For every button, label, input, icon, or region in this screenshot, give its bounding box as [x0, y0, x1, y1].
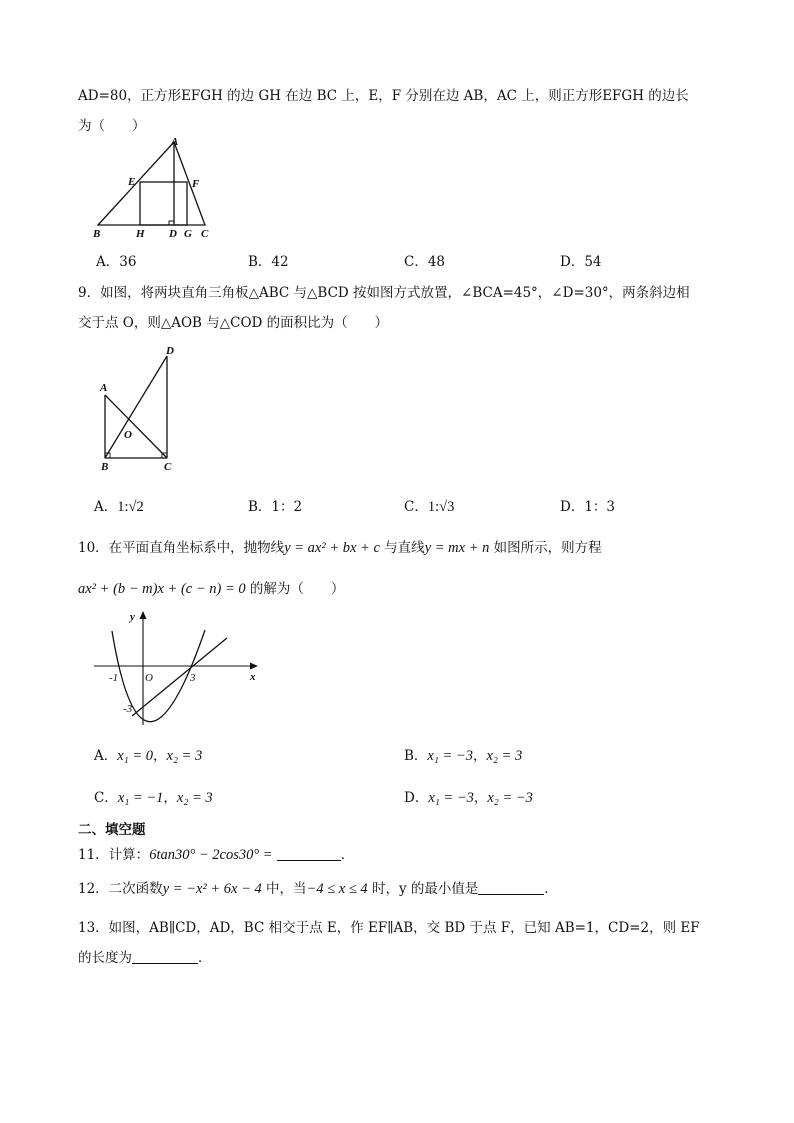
q8-label-h: H [136, 228, 145, 240]
q8-option-a: A．36 [96, 254, 137, 270]
q10-option-c: C．x₁ = −1，x₂ = 3 [94, 790, 213, 806]
q10-parabola-eq: y = ax² + bx + c [284, 540, 380, 556]
q8-label-f: F [192, 178, 200, 190]
section-fill-in-title: 二、填空题 [78, 822, 146, 838]
q10-equation: ax² + (b − m)x + (c − n) = 0 [78, 581, 246, 597]
q9-option-d: D．1：3 [560, 499, 616, 515]
q10-option-a: A．x₁ = 0，x₂ = 3 [94, 748, 203, 764]
q8-label-a: A [171, 136, 179, 148]
q9-label-d: D [166, 345, 174, 357]
q11-expr: 6tan30° − 2cos30° = [149, 847, 273, 863]
q13-answer-blank[interactable] [132, 950, 198, 964]
q8-label-b: B [93, 228, 101, 240]
q10-text-line1: 10．在平面直角坐标系中，抛物线y = ax² + bx + c 与直线y = mx + n 如图所示，则方程 [78, 540, 602, 556]
q10-text-line2: ax² + (b − m)x + (c − n) = 0 的解为（ ） [78, 581, 345, 597]
q12-function: y = −x² + 6x − 4 [162, 881, 262, 897]
q8-option-c: C．48 [404, 254, 446, 270]
q10-tick-neg3: -3 [123, 703, 133, 715]
q10-axis-x-label: x [250, 671, 256, 683]
q9-label-b: B [101, 461, 109, 473]
q10-origin-label: O [145, 672, 153, 684]
q8-option-d: D．54 [560, 254, 602, 270]
q9-figure [92, 340, 187, 475]
q8-text-line1: AD=80，正方形EFGH 的边 GH 在边 BC 上，E，F 分别在边 AB，AC 上，则正方形EFGH 的边长 [78, 88, 689, 104]
q9-option-c-expr: 1:√3 [427, 499, 455, 515]
q10-tick-neg1: -1 [109, 672, 119, 684]
q12-answer-blank[interactable] [478, 881, 544, 895]
q9-text-line1: 9．如图，将两块直角三角板△ABC 与△BCD 按如图方式放置，∠BCA=45°，∠D=30°，两条斜边相 [78, 285, 690, 301]
q8-label-d: D [169, 228, 177, 240]
q10-graph [90, 605, 265, 735]
q11-answer-blank[interactable] [277, 847, 341, 861]
q13-text-line2: 的长度为 ． [78, 950, 212, 966]
q9-option-b: B．1：2 [248, 499, 303, 515]
q9-label-a: A [100, 382, 108, 394]
q9-text-line2: 交于点 O，则△AOB 与△COD 的面积比为（ ） [78, 315, 389, 331]
q9-option-d-expr: 1：3 [584, 499, 616, 515]
q8-text-line2: 为（ ） [78, 118, 146, 134]
q10-tick-3: 3 [190, 672, 196, 684]
q9-label-c: C [164, 461, 172, 473]
q12-text: 12．二次函数y = −x² + 6x − 4 中，当−4 ≤ x ≤ 4 时，y 的最小值是 ． [78, 881, 558, 897]
q10-axis-y-label: y [130, 611, 135, 623]
q9-option-a: A．1:√2 [94, 499, 144, 515]
q8-label-e: E [128, 176, 136, 188]
q10-option-b: B．x₁ = −3，x₂ = 3 [404, 748, 523, 764]
q8-option-b: B．42 [248, 254, 289, 270]
q13-text-line1: 13．如图，AB∥CD，AD，BC 相交于点 E，作 EF∥AB，交 BD 于点 F，已知 AB=1，CD=2，则 EF [78, 920, 700, 936]
q9-label-o: O [124, 429, 132, 441]
q10-option-d: D．x₁ = −3，x₂ = −3 [404, 790, 533, 806]
q8-label-g: G [184, 228, 192, 240]
q8-figure [90, 135, 220, 245]
q9-option-c: C．1:√3 [404, 499, 455, 515]
q9-option-b-expr: 1：2 [271, 499, 303, 515]
q11-text: 11．计算：6tan30° − 2cos30° = ． [78, 847, 355, 863]
q10-line-eq: y = mx + n [424, 540, 490, 556]
q8-label-c: C [201, 228, 209, 240]
q12-range: −4 ≤ x ≤ 4 [306, 881, 368, 897]
q9-option-a-expr: 1:√2 [117, 499, 144, 515]
